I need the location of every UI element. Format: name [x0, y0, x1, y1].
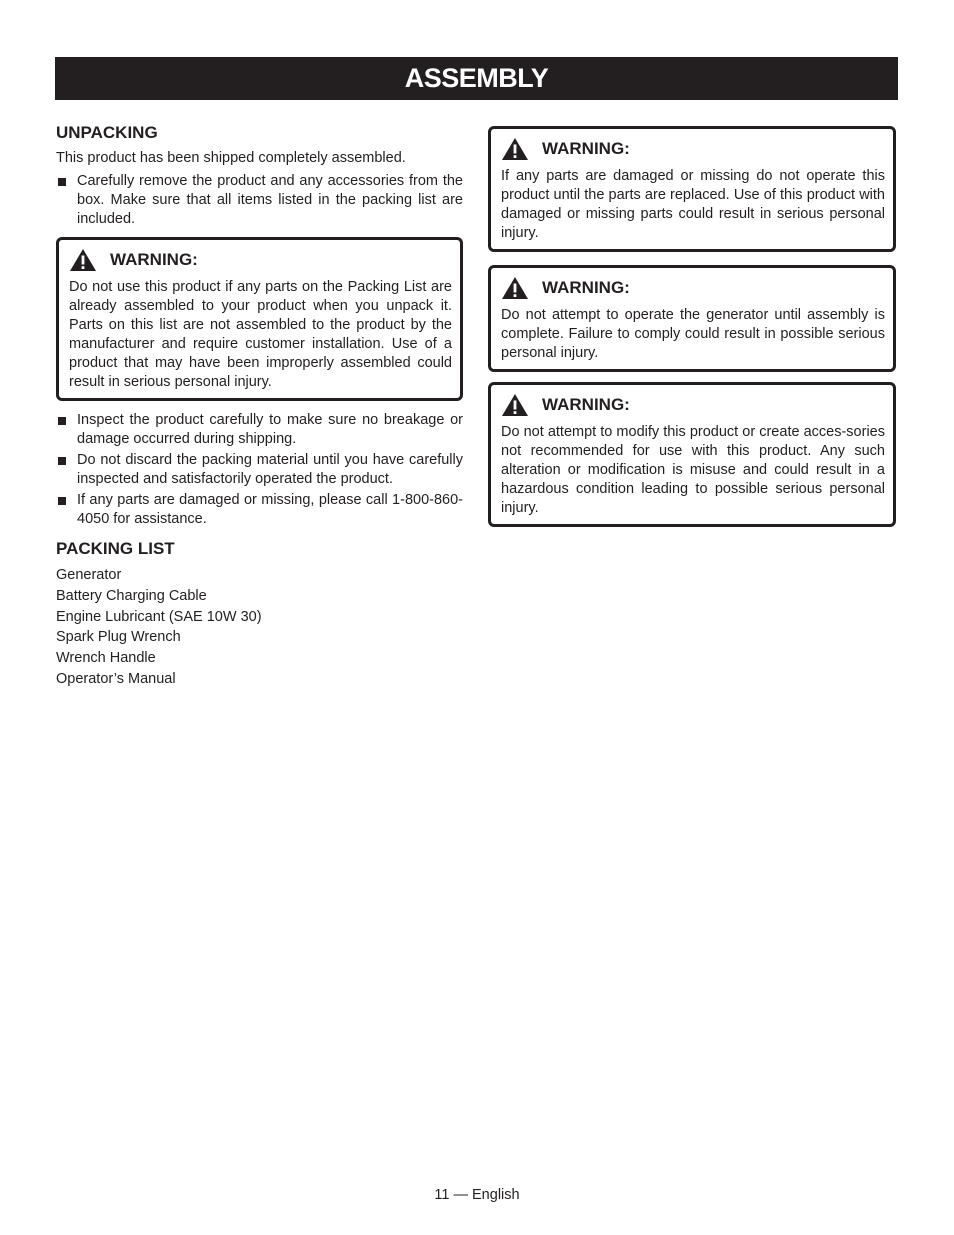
- bullet-square-icon: [58, 178, 66, 186]
- packing-list: [56, 565, 463, 690]
- page-footer: 11 — English: [434, 1187, 520, 1203]
- warning-box-packing-list: [56, 237, 463, 401]
- warning-triangle-icon: [501, 393, 529, 417]
- packing-list-item: Battery Charging Cable: [56, 587, 207, 604]
- packing-list-item: Spark Plug Wrench: [56, 629, 181, 646]
- warning-header: [501, 393, 885, 417]
- right-column: [488, 126, 896, 527]
- warning-triangle-icon: [501, 137, 529, 161]
- unpacking-intro: This product has been shipped completely assembled.: [56, 150, 406, 166]
- packing-list-item: Operator’s Manual: [56, 670, 176, 687]
- page-title: ASSEMBLY: [55, 57, 898, 100]
- warning-triangle-icon: [69, 248, 97, 272]
- warning-label: WARNING:: [110, 250, 198, 269]
- bullet-item: [56, 172, 463, 229]
- warning-text: Do not attempt to modify this product or create acces-sories not recommended for use with this product. Any such alteration or modification is misuse and could result in a hazardous condition leading to possible serious personal injury.: [501, 424, 885, 516]
- warning-label: WARNING:: [542, 278, 630, 297]
- bullet-text: Do not discard the packing material until you have carefully inspected and satisfactorily operated the product.: [77, 452, 463, 487]
- warning-box-damaged-parts: [488, 126, 896, 252]
- bullet-square-icon: [58, 457, 66, 465]
- warning-triangle-icon: [501, 276, 529, 300]
- warning-box-assembly-complete: [488, 265, 896, 372]
- warning-header: [501, 137, 885, 161]
- unpacking-heading: UNPACKING: [56, 123, 158, 142]
- bullet-item: [56, 491, 463, 529]
- packing-list-item: Wrench Handle: [56, 650, 156, 667]
- unpacking-bullets-after: [56, 411, 463, 529]
- bullet-item: [56, 411, 463, 449]
- warning-label: WARNING:: [542, 395, 630, 414]
- bullet-text: Carefully remove the product and any accessories from the box. Make sure that all items listed in the packing list are included.: [77, 173, 463, 227]
- warning-header: [501, 276, 885, 300]
- warning-header: [69, 248, 452, 272]
- warning-text: If any parts are damaged or missing do not operate this product until the parts are replaced. Use of this product with damaged or missing parts could result in serious personal injury.: [501, 168, 885, 241]
- bullet-text: If any parts are damaged or missing, please call 1-800-860-4050 for assistance.: [77, 492, 463, 527]
- unpacking-bullets-before: [56, 172, 463, 229]
- warning-text: Do not use this product if any parts on the Packing List are already assembled to your product when you unpack it. Parts on this list are not assembled to the product by the manufacturer and require customer installation. Use of a product that may have been improperly assembled could result in serious personal injury.: [69, 279, 452, 390]
- packing-list-heading: PACKING LIST: [56, 539, 175, 558]
- warning-label: WARNING:: [542, 139, 630, 158]
- left-column: [56, 123, 463, 690]
- warning-box-modification: [488, 382, 896, 527]
- bullet-item: [56, 451, 463, 489]
- bullet-text: Inspect the product carefully to make sure no breakage or damage occurred during shipping.: [77, 412, 463, 447]
- bullet-square-icon: [58, 497, 66, 505]
- warning-text: Do not attempt to operate the generator until assembly is complete. Failure to comply could result in possible serious personal injury.: [501, 307, 885, 361]
- packing-list-item: Generator: [56, 567, 122, 583]
- packing-list-item: Engine Lubricant (SAE 10W 30): [56, 608, 262, 625]
- bullet-square-icon: [58, 417, 66, 425]
